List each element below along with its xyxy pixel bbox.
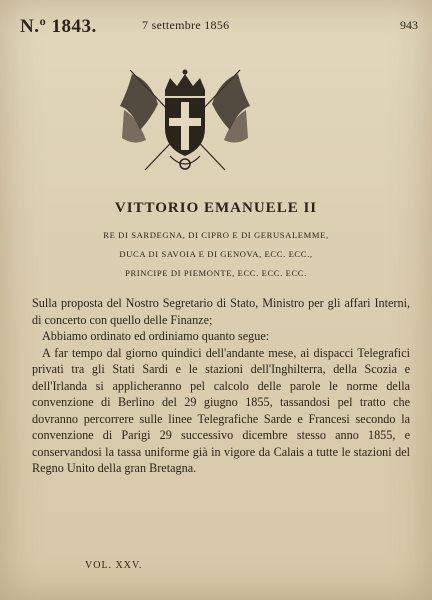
paragraph-order: Abbiamo ordinato ed ordiniamo quanto segue: [42, 329, 270, 343]
title-line: PRINCIPE DI PIEMONTE, ECC. ECC. ECC. [125, 268, 307, 278]
title-line: RE DI SARDEGNA, DI CIPRO E DI GERUSALEMME, [103, 230, 329, 240]
decree-number: N.º 1843. [20, 16, 97, 37]
volume-label: VOL. XXV. [85, 560, 143, 571]
decree-body [32, 295, 410, 477]
royal-titles [0, 226, 432, 283]
paragraph-provision: A far tempo dal giorno quindici dell'andante mese, ai dispacci Telegrafici privati tra gli Stati Sardi e le stazioni dell'Inghilterra, della Scozia e dell'Irlanda si applicheranno pel calcolo delle parole le norme della convenzione di Berlino del 29 giugno 1855, tassandosi pel tratto che dovranno percorrere sulle linee Telegrafiche Sarde e Francesi secondo la convenzione di Parigi 29 successivo dicembre stesso anno 1855, e conservandosi la tassa uniforme già in vigore da Calais a tutte le stazioni del Regno Unito della gran Bretagna. [32, 345, 410, 475]
king-name: VITTORIO EMANUELE II [114, 200, 318, 216]
savoy-coat-of-arms-icon [110, 60, 260, 185]
paragraph-proposal: Sulla proposta del Nostro Segretario di Stato, Ministro per gli affari Interni, di concerto con quello delle Finanze; [32, 296, 410, 327]
page-number: 943 [400, 18, 418, 32]
decree-date: 7 settembre 1856 [142, 18, 230, 32]
title-line: DUCA DI SAVOIA E DI GENOVA, ECC. ECC., [119, 249, 313, 259]
header [20, 14, 418, 38]
